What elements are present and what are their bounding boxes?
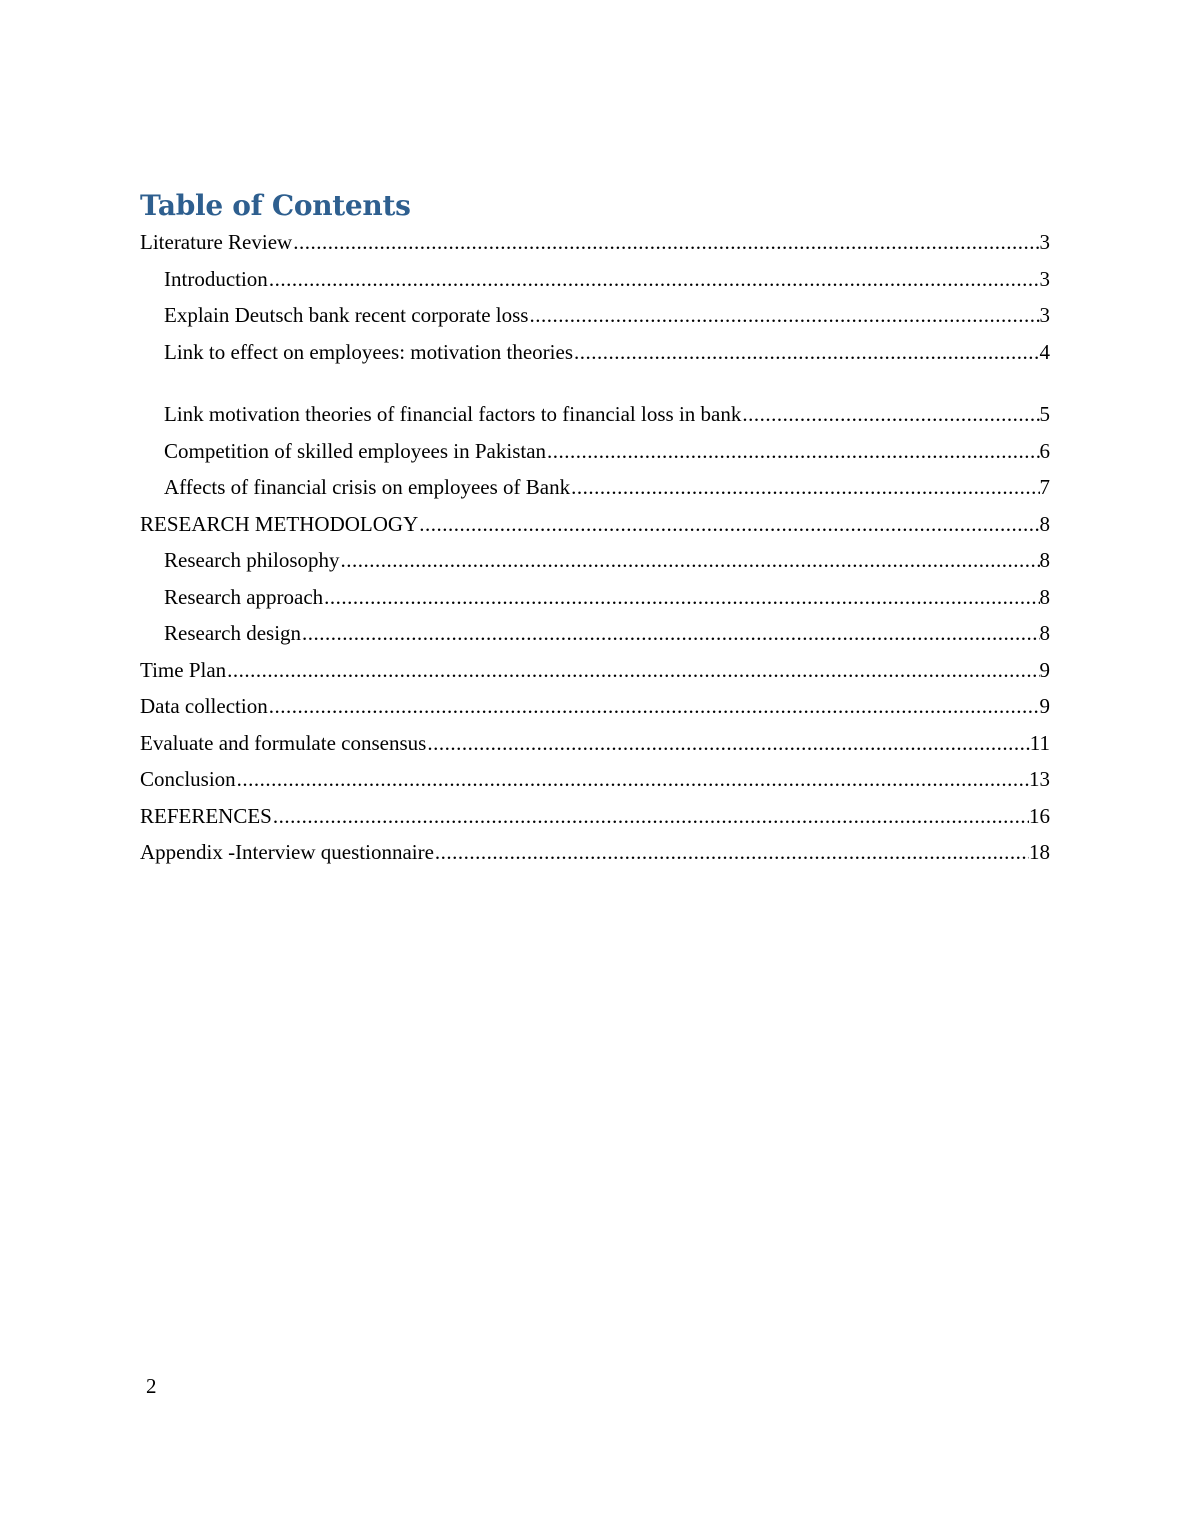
toc-entry-page: 9 [1039, 694, 1050, 718]
toc-entry-financial-crisis[interactable] [140, 471, 1050, 508]
toc-entry-page: 3 [1039, 266, 1050, 291]
page-number: 2 [146, 1374, 157, 1398]
toc-leader-dots [419, 508, 1039, 540]
toc-entry-page: 8 [1039, 584, 1050, 609]
toc-entry-skilled-employees[interactable] [140, 435, 1050, 472]
toc-entry-text: Literature Review [140, 230, 293, 254]
toc-leader-dots [427, 727, 1029, 759]
toc-entry-text: RESEARCH METHODOLOGY [140, 511, 419, 536]
toc-entry-financial-factors[interactable] [140, 398, 1050, 435]
toc-leader-dots [435, 836, 1029, 868]
toc-entry-page: 18 [1029, 840, 1050, 864]
toc-entry-introduction[interactable] [140, 263, 1050, 300]
toc-entry-page: 9 [1039, 657, 1050, 682]
toc-leader-dots [574, 336, 1039, 368]
toc-entry-text: Competition of skilled employees in Pakistan [164, 438, 547, 463]
toc-entry-text: Link to effect on employees: motivation theories [164, 339, 574, 364]
toc-entry-page: 5 [1039, 402, 1050, 426]
toc-entry-evaluate-consensus[interactable] [140, 727, 1050, 764]
toc-leader-dots [324, 581, 1039, 613]
toc-leader-dots [269, 263, 1040, 295]
toc-entry-research-approach[interactable] [140, 581, 1050, 618]
toc-entry-research-philosophy[interactable] [140, 544, 1050, 581]
toc-title: Table of Contents [140, 189, 411, 222]
toc-entry-page: 7 [1039, 475, 1050, 499]
toc-entry-motivation-theories[interactable] [140, 336, 1050, 373]
toc-entry-text: Research approach [164, 584, 324, 609]
toc-entry-conclusion[interactable] [140, 763, 1050, 800]
toc-entry-text: Conclusion [140, 767, 236, 791]
toc-entry-time-plan[interactable] [140, 654, 1050, 691]
toc-entry-text: Appendix -Interview questionnaire [140, 840, 434, 864]
toc-leader-dots [227, 654, 1039, 686]
toc-list [140, 226, 1050, 873]
toc-entry-text: Affects of financial crisis on employees of Bank [164, 475, 571, 499]
toc-entry-page: 3 [1039, 230, 1050, 254]
toc-entry-page: 11 [1029, 730, 1050, 755]
toc-entry-text: Introduction [164, 266, 268, 291]
toc-entry-text: Research design [164, 621, 302, 645]
toc-entry-text: Research philosophy [164, 548, 340, 572]
toc-entry-research-methodology[interactable] [140, 508, 1050, 545]
toc-leader-dots [547, 435, 1039, 467]
toc-entry-research-design[interactable] [140, 617, 1050, 654]
toc-entry-page: 8 [1039, 621, 1050, 645]
toc-entry-text: Explain Deutsch bank recent corporate loss [164, 303, 529, 327]
toc-entry-literature-review[interactable] [140, 226, 1050, 263]
toc-entry-data-collection[interactable] [140, 690, 1050, 727]
toc-leader-dots [571, 471, 1039, 503]
toc-entry-page: 16 [1029, 803, 1050, 828]
toc-entry-page: 8 [1039, 511, 1050, 536]
toc-entry-deutsch-bank-loss[interactable] [140, 299, 1050, 336]
toc-entry-text: Link motivation theories of financial factors to financial loss in bank [164, 402, 742, 426]
toc-entry-text: Evaluate and formulate consensus [140, 730, 427, 755]
toc-entry-page: 13 [1029, 767, 1050, 791]
toc-entry-page: 8 [1039, 548, 1050, 572]
toc-leader-dots [273, 800, 1029, 832]
toc-leader-dots [529, 299, 1039, 331]
toc-entry-page: 6 [1039, 438, 1050, 463]
toc-leader-dots [269, 690, 1040, 722]
toc-entry-page: 3 [1039, 303, 1050, 327]
toc-entry-text: Time Plan [140, 657, 227, 682]
toc-leader-dots [293, 226, 1039, 258]
toc-entry-appendix[interactable] [140, 836, 1050, 873]
toc-leader-dots [341, 544, 1040, 576]
toc-entry-references[interactable] [140, 800, 1050, 837]
toc-entry-text: Data collection [140, 694, 268, 718]
toc-entry-page: 4 [1039, 339, 1050, 364]
toc-leader-dots [742, 398, 1039, 430]
toc-leader-dots [237, 763, 1029, 795]
toc-leader-dots [302, 617, 1039, 649]
toc-entry-text: REFERENCES [140, 803, 272, 828]
